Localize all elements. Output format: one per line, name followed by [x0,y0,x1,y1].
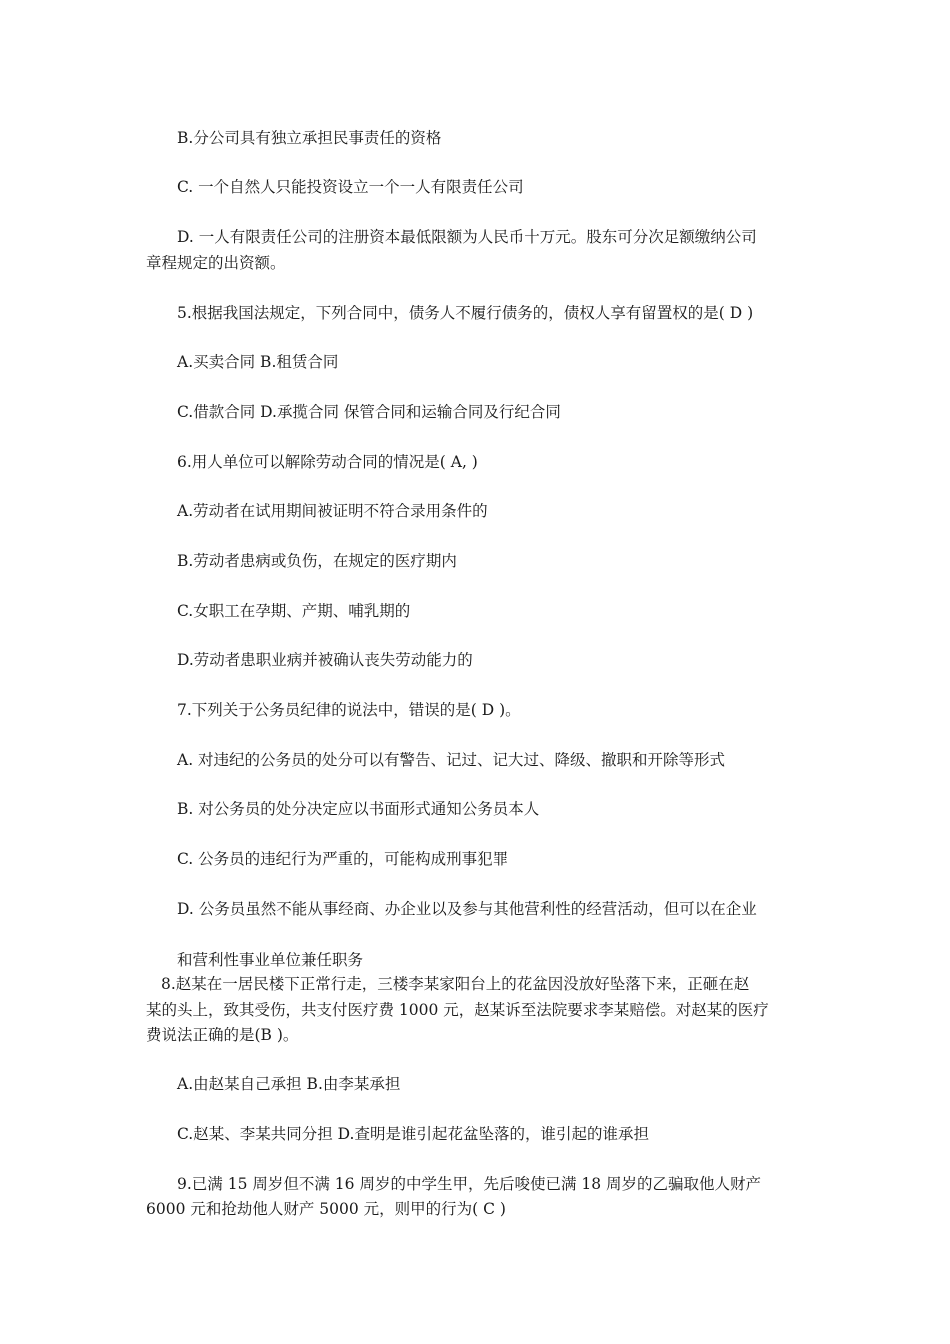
question-9-line2: 6000 元和抢劫他人财产 5000 元，则甲的行为( C ) [146,1200,506,1218]
option-c-q6: C.女职工在孕期、产期、哺乳期的 [177,602,411,620]
question-5: 5.根据我国法规定，下列合同中，债务人不履行债务的，债权人享有留置权的是( D ) [177,304,754,322]
option-a-q7: A. 对违纪的公务员的处分可以有警告、记过、记大过、降级、撤职和开除等形式 [177,751,726,769]
options-q5-ab: A.买卖合同 B.租赁合同 [177,353,339,371]
option-d-q7-line2: 和营利性事业单位兼任职务 [177,951,364,969]
question-8-line3: 费说法正确的是(B )。 [146,1026,299,1044]
options-q8-ab: A.由赵某自己承担 B.由李某承担 [177,1075,401,1093]
option-a-q6: A.劳动者在试用期间被证明不符合录用条件的 [177,502,488,520]
question-7: 7.下列关于公务员纪律的说法中，错误的是( D )。 [177,701,521,719]
option-d-q4-line1: D. 一人有限责任公司的注册资本最低限额为人民币十万元。股东可分次足额缴纳公司 [177,228,757,246]
option-c-q4: C. 一个自然人只能投资设立一个一人有限责任公司 [177,178,524,196]
option-b-q4: B.分公司具有独立承担民事责任的资格 [177,129,442,147]
option-b-q6: B.劳动者患病或负伤，在规定的医疗期内 [177,552,457,570]
options-q8-cd: C.赵某、李某共同分担 D.查明是谁引起花盆坠落的，谁引起的谁承担 [177,1125,649,1143]
question-6: 6.用人单位可以解除劳动合同的情况是( A, ) [177,453,478,471]
options-q5-cd: C.借款合同 D.承揽合同 保管合同和运输合同及行纪合同 [177,403,561,421]
option-b-q7: B. 对公务员的处分决定应以书面形式通知公务员本人 [177,800,540,818]
option-d-q7-line1: D. 公务员虽然不能从事经商、办企业以及参与其他营利性的经营活动，但可以在企业 [177,900,757,918]
question-8-line2: 某的头上，致其受伤，共支付医疗费 1000 元，赵某诉至法院要求李某赔偿。对赵某的医疗 [146,1001,769,1019]
question-8-line1: 8.赵某在一居民楼下正常行走，三楼李某家阳台上的花盆因没放好坠落下来，正砸在赵 [161,975,750,993]
option-d-q4-line2: 章程规定的出资额。 [146,254,286,272]
option-d-q6: D.劳动者患职业病并被确认丧失劳动能力的 [177,651,473,669]
option-c-q7: C. 公务员的违纪行为严重的，可能构成刑事犯罪 [177,850,509,868]
question-9-line1: 9.已满 15 周岁但不满 16 周岁的中学生甲，先后唆使已满 18 周岁的乙骗取他人财产 [177,1175,762,1193]
